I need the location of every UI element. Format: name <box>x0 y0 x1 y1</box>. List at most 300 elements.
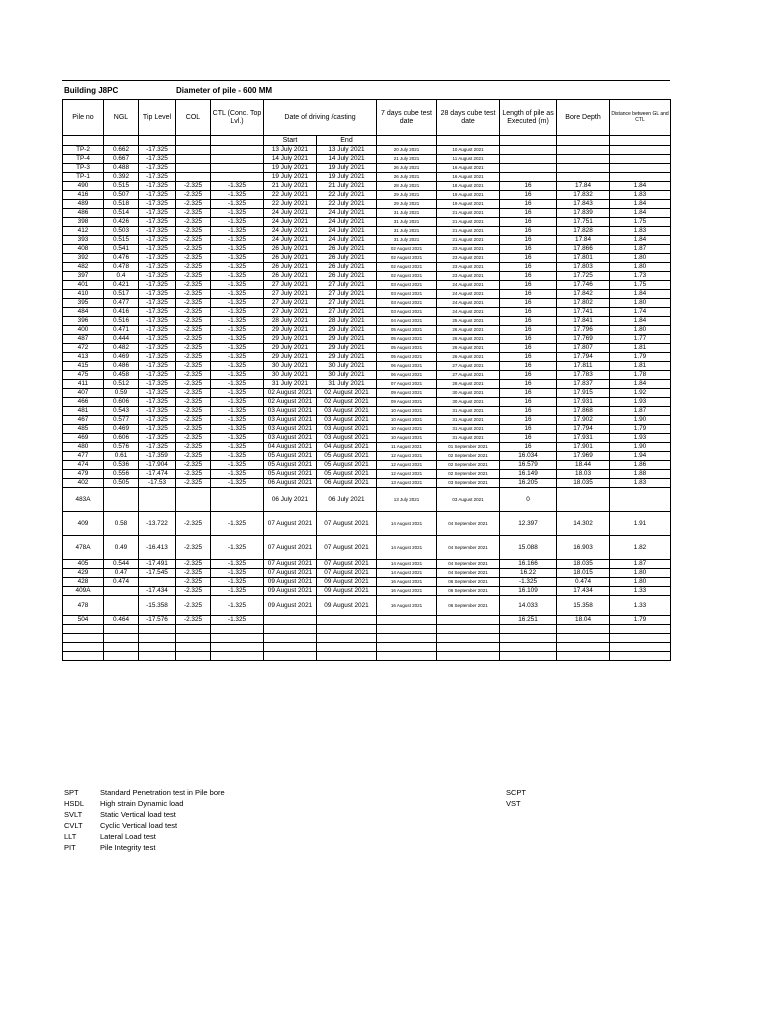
cell-col <box>176 488 211 512</box>
cell-ngl: 0.476 <box>104 254 139 263</box>
cell-start-date: 04 August 2021 <box>264 443 317 452</box>
cell-tip-level: -17.325 <box>139 407 176 416</box>
header-pile-no: Pile no <box>63 100 104 136</box>
cell-bore-depth <box>557 164 610 173</box>
cell-cube28-date: 26 August 2021 <box>437 335 500 344</box>
cell-tip-level <box>139 625 176 634</box>
cell-distance: 1.88 <box>610 470 671 479</box>
cell-cube7-date: 02 August 2021 <box>377 272 437 281</box>
cell-col: -2.325 <box>176 344 211 353</box>
cell-ngl <box>104 596 139 616</box>
cell-cube7-date: 21 July 2021 <box>377 155 437 164</box>
table-row <box>63 344 671 353</box>
cell-ngl: 0.507 <box>104 191 139 200</box>
cell-start-date: 05 August 2021 <box>264 461 317 470</box>
cell-bore-depth: 17.741 <box>557 308 610 317</box>
cell-ctl: -1.325 <box>211 512 264 536</box>
cell-cube28-date: 21 August 2021 <box>437 218 500 227</box>
cell-start-date: 27 July 2021 <box>264 290 317 299</box>
cell-start-date: 26 July 2021 <box>264 245 317 254</box>
cell-cube28-date: 24 August 2021 <box>437 308 500 317</box>
cell-distance: 1.80 <box>610 299 671 308</box>
header-col: COL <box>176 100 211 136</box>
cell-ngl <box>104 587 139 596</box>
cell-cube7-date: 16 August 2021 <box>377 578 437 587</box>
cell-tip-level: -17.325 <box>139 308 176 317</box>
cell-start-date: 26 July 2021 <box>264 254 317 263</box>
cell-cube28-date: 10 August 2021 <box>437 146 500 155</box>
legend-right-item: VST <box>506 799 521 808</box>
cell-tip-level: -17.325 <box>139 155 176 164</box>
cell-tip-level: -17.904 <box>139 461 176 470</box>
cell-bore-depth: 17.794 <box>557 425 610 434</box>
cell-bore-depth: 17.84 <box>557 236 610 245</box>
cell-col: -2.325 <box>176 380 211 389</box>
cell-pile-no: TP-3 <box>63 164 104 173</box>
cell-start-date: 24 July 2021 <box>264 236 317 245</box>
cell-length: 16 <box>500 236 557 245</box>
cell-col: -2.325 <box>176 389 211 398</box>
cell-ngl: 0.464 <box>104 616 139 625</box>
cell-start-date: 24 July 2021 <box>264 227 317 236</box>
cell-col: -2.325 <box>176 443 211 452</box>
cell-length: 16.205 <box>500 479 557 488</box>
cell-bore-depth: 17.807 <box>557 344 610 353</box>
cell-col: -2.325 <box>176 317 211 326</box>
cell-ctl: -1.325 <box>211 254 264 263</box>
cell-ngl: 0.517 <box>104 290 139 299</box>
table-row <box>63 569 671 578</box>
cell-col: -2.325 <box>176 299 211 308</box>
cell-end-date: 09 August 2021 <box>317 596 377 616</box>
cell-bore-depth: 17.931 <box>557 434 610 443</box>
cell-length: -1.325 <box>500 578 557 587</box>
cell-tip-level: -17.491 <box>139 560 176 569</box>
legend-item <box>64 809 225 820</box>
cell-pile-no: 409A <box>63 587 104 596</box>
pile-table <box>62 99 671 661</box>
table-row <box>63 389 671 398</box>
cell-length: 16.22 <box>500 569 557 578</box>
legend-abbr: PIT <box>64 843 76 852</box>
cell-tip-level: -17.325 <box>139 344 176 353</box>
table-row <box>63 616 671 625</box>
cell-distance <box>610 652 671 661</box>
legend-text: Standard Penetration test in Pile bore <box>100 788 225 797</box>
cell-cube7-date: 09 August 2021 <box>377 398 437 407</box>
table-row <box>63 512 671 536</box>
cell-tip-level <box>139 578 176 587</box>
cell-cube28-date: 31 August 2021 <box>437 434 500 443</box>
cell-tip-level: -17.359 <box>139 452 176 461</box>
cell-pile-no: 480 <box>63 443 104 452</box>
cell-cube7-date: 12 August 2021 <box>377 452 437 461</box>
cell-length: 16 <box>500 434 557 443</box>
cell-col: -2.325 <box>176 470 211 479</box>
cell-bore-depth <box>557 634 610 643</box>
cell-cube28-date: 31 August 2021 <box>437 416 500 425</box>
cell-tip-level: -17.325 <box>139 335 176 344</box>
cell-bore-depth: 17.801 <box>557 254 610 263</box>
cell-end-date <box>317 616 377 625</box>
cell-start-date: 07 August 2021 <box>264 536 317 560</box>
cell-tip-level: -17.325 <box>139 146 176 155</box>
cell-cube7-date: 04 August 2021 <box>377 317 437 326</box>
cell-bore-depth: 17.901 <box>557 443 610 452</box>
cell-start-date: 06 July 2021 <box>264 488 317 512</box>
cell-ngl <box>104 643 139 652</box>
cell-end-date <box>317 643 377 652</box>
cell-bore-depth: 17.915 <box>557 389 610 398</box>
cell-pile-no <box>63 625 104 634</box>
cell-length: 16 <box>500 209 557 218</box>
cell-tip-level: -17.325 <box>139 353 176 362</box>
cell-pile-no: 393 <box>63 236 104 245</box>
cell-pile-no: 487 <box>63 335 104 344</box>
cell-length: 16 <box>500 407 557 416</box>
cell-distance: 1.93 <box>610 398 671 407</box>
table-row <box>63 643 671 652</box>
table-row <box>63 560 671 569</box>
cell-col: -2.325 <box>176 479 211 488</box>
cell-end-date: 21 July 2021 <box>317 182 377 191</box>
cell-bore-depth: 17.434 <box>557 587 610 596</box>
cell-length <box>500 164 557 173</box>
cell-col: -2.325 <box>176 461 211 470</box>
cell-start-date: 09 August 2021 <box>264 578 317 587</box>
cell-cube28-date: 21 August 2021 <box>437 227 500 236</box>
cell-tip-level: -17.325 <box>139 443 176 452</box>
cell-col: -2.325 <box>176 398 211 407</box>
cell-col: -2.325 <box>176 536 211 560</box>
cell-cube7-date: 07 August 2021 <box>377 380 437 389</box>
cell-col <box>176 643 211 652</box>
table-row <box>63 227 671 236</box>
cell-end-date: 30 July 2021 <box>317 371 377 380</box>
cell-ctl: -1.325 <box>211 326 264 335</box>
table-row <box>63 191 671 200</box>
cell-pile-no: 428 <box>63 578 104 587</box>
legend-item <box>64 820 225 831</box>
cell-ngl: 0.477 <box>104 299 139 308</box>
header-tip-level: Tip Level <box>139 100 176 136</box>
cell-col: -2.325 <box>176 227 211 236</box>
cell-tip-level: -17.325 <box>139 416 176 425</box>
cell-length: 15.088 <box>500 536 557 560</box>
cell-cube7-date: 12 August 2021 <box>377 461 437 470</box>
cell-ctl: -1.325 <box>211 281 264 290</box>
cell-length: 16.251 <box>500 616 557 625</box>
cell-distance: 1.80 <box>610 569 671 578</box>
cell-bore-depth <box>557 488 610 512</box>
table-row <box>63 578 671 587</box>
cell-pile-no <box>63 634 104 643</box>
table-row <box>63 164 671 173</box>
cell-pile-no: 485 <box>63 425 104 434</box>
cell-start-date <box>264 625 317 634</box>
cell-cube7-date: 03 August 2021 <box>377 308 437 317</box>
table-row <box>63 416 671 425</box>
cell-start-date: 24 July 2021 <box>264 209 317 218</box>
cell-cube28-date: 24 August 2021 <box>437 281 500 290</box>
cell-cube7-date: 10 August 2021 <box>377 425 437 434</box>
cell-ctl: -1.325 <box>211 317 264 326</box>
cell-distance: 1.94 <box>610 452 671 461</box>
cell-cube28-date: 23 August 2021 <box>437 254 500 263</box>
cell-ngl: 0.59 <box>104 389 139 398</box>
cell-length: 12.397 <box>500 512 557 536</box>
cell-end-date: 19 July 2021 <box>317 173 377 182</box>
cell-ctl: -1.325 <box>211 461 264 470</box>
cell-bore-depth: 17.803 <box>557 263 610 272</box>
table-row <box>63 652 671 661</box>
cell-ctl: -1.325 <box>211 236 264 245</box>
cell-tip-level: -17.325 <box>139 389 176 398</box>
cell-ctl <box>211 173 264 182</box>
cell-col: -2.325 <box>176 587 211 596</box>
cell-pile-no: 410 <box>63 290 104 299</box>
cell-start-date: 28 July 2021 <box>264 317 317 326</box>
legend-text: Lateral Load test <box>100 832 156 841</box>
cell-col: -2.325 <box>176 425 211 434</box>
cell-end-date: 26 July 2021 <box>317 263 377 272</box>
cell-pile-no: 481 <box>63 407 104 416</box>
cell-tip-level: -17.325 <box>139 164 176 173</box>
cell-col: -2.325 <box>176 272 211 281</box>
cell-start-date <box>264 634 317 643</box>
cell-col: -2.325 <box>176 191 211 200</box>
cell-ngl: 0.486 <box>104 362 139 371</box>
cell-ctl: -1.325 <box>211 470 264 479</box>
cell-end-date: 07 August 2021 <box>317 536 377 560</box>
cell-col: -2.325 <box>176 452 211 461</box>
cell-cube7-date: 05 August 2021 <box>377 344 437 353</box>
cell-start-date: 02 August 2021 <box>264 398 317 407</box>
cell-ctl: -1.325 <box>211 398 264 407</box>
cell-length: 16 <box>500 281 557 290</box>
cell-ngl: 0.503 <box>104 227 139 236</box>
cell-length: 16 <box>500 272 557 281</box>
cell-tip-level: -17.576 <box>139 616 176 625</box>
cell-bore-depth: 18.035 <box>557 479 610 488</box>
cell-cube7-date <box>377 652 437 661</box>
cell-cube7-date <box>377 625 437 634</box>
cell-tip-level: -17.325 <box>139 209 176 218</box>
cell-cube28-date: 21 August 2021 <box>437 209 500 218</box>
table-row <box>63 254 671 263</box>
cell-start-date: 09 August 2021 <box>264 587 317 596</box>
cell-end-date: 06 July 2021 <box>317 488 377 512</box>
cell-end-date: 13 July 2021 <box>317 146 377 155</box>
cell-cube7-date: 16 August 2021 <box>377 596 437 616</box>
cell-length: 16.109 <box>500 587 557 596</box>
cell-bore-depth: 18.035 <box>557 560 610 569</box>
cell-ngl: 0.514 <box>104 209 139 218</box>
cell-bore-depth: 18.03 <box>557 470 610 479</box>
cell-tip-level: -17.325 <box>139 200 176 209</box>
cell-cube7-date: 10 August 2021 <box>377 416 437 425</box>
cell-pile-no: 398 <box>63 218 104 227</box>
cell-length: 16 <box>500 299 557 308</box>
cell-ctl: -1.325 <box>211 191 264 200</box>
cell-ctl <box>211 164 264 173</box>
table-row <box>63 182 671 191</box>
cell-start-date: 03 August 2021 <box>264 425 317 434</box>
cell-col <box>176 155 211 164</box>
cell-cube7-date: 14 August 2021 <box>377 569 437 578</box>
cell-pile-no: 407 <box>63 389 104 398</box>
cell-end-date: 29 July 2021 <box>317 335 377 344</box>
cell-end-date: 07 August 2021 <box>317 512 377 536</box>
cell-end-date: 07 August 2021 <box>317 560 377 569</box>
table-row <box>63 155 671 164</box>
cell-distance: 1.93 <box>610 434 671 443</box>
cell-tip-level: -17.325 <box>139 173 176 182</box>
cell-ngl: 0.49 <box>104 536 139 560</box>
cell-cube28-date: 21 August 2021 <box>437 236 500 245</box>
cell-tip-level: -13.722 <box>139 512 176 536</box>
cell-ctl <box>211 652 264 661</box>
cell-start-date: 26 July 2021 <box>264 263 317 272</box>
cell-distance: 1.84 <box>610 380 671 389</box>
cell-cube7-date: 26 July 2021 <box>377 164 437 173</box>
cell-distance: 1.83 <box>610 191 671 200</box>
cell-cube7-date <box>377 643 437 652</box>
cell-col: -2.325 <box>176 236 211 245</box>
cell-cube28-date: 04 September 2021 <box>437 560 500 569</box>
cell-ctl: -1.325 <box>211 227 264 236</box>
cell-ngl: 0.515 <box>104 236 139 245</box>
cell-col <box>176 146 211 155</box>
cell-ctl: -1.325 <box>211 416 264 425</box>
cell-length <box>500 146 557 155</box>
cell-bore-depth: 17.931 <box>557 398 610 407</box>
cell-cube28-date: 16 August 2021 <box>437 173 500 182</box>
cell-ctl: -1.325 <box>211 434 264 443</box>
cell-length: 16 <box>500 182 557 191</box>
cell-start-date: 27 July 2021 <box>264 281 317 290</box>
cell-tip-level: -17.53 <box>139 479 176 488</box>
cell-start-date: 09 August 2021 <box>264 596 317 616</box>
cell-ngl: 0.58 <box>104 512 139 536</box>
legend-item <box>64 787 225 798</box>
table-row <box>63 308 671 317</box>
header-distance: Distance between GL and CTL <box>610 100 671 136</box>
cell-cube28-date: 06 September 2021 <box>437 578 500 587</box>
cell-ngl: 0.4 <box>104 272 139 281</box>
cell-tip-level <box>139 634 176 643</box>
cell-distance: 1.84 <box>610 182 671 191</box>
cell-pile-no: 409 <box>63 512 104 536</box>
legend-right-item: SCPT <box>506 788 527 797</box>
cell-bore-depth: 18.44 <box>557 461 610 470</box>
cell-pile-no: 467 <box>63 416 104 425</box>
cell-bore-depth: 17.783 <box>557 371 610 380</box>
cell-end-date: 05 August 2021 <box>317 452 377 461</box>
cell-ctl: -1.325 <box>211 407 264 416</box>
cell-ctl: -1.325 <box>211 209 264 218</box>
header-7day-cube: 7 days cube test date <box>377 100 437 136</box>
cell-end-date: 03 August 2021 <box>317 434 377 443</box>
table-row <box>63 290 671 299</box>
cell-tip-level: -17.325 <box>139 371 176 380</box>
table-row <box>63 461 671 470</box>
cell-end-date: 24 July 2021 <box>317 209 377 218</box>
cell-cube7-date: 12 August 2021 <box>377 470 437 479</box>
cell-ctl: -1.325 <box>211 596 264 616</box>
cell-tip-level: -17.325 <box>139 362 176 371</box>
cell-bore-depth: 17.725 <box>557 272 610 281</box>
cell-ctl: -1.325 <box>211 299 264 308</box>
cell-tip-level: -17.325 <box>139 227 176 236</box>
cell-cube7-date: 13 August 2021 <box>377 479 437 488</box>
cell-start-date: 06 August 2021 <box>264 479 317 488</box>
cell-ngl: 0.392 <box>104 173 139 182</box>
cell-distance: 1.84 <box>610 209 671 218</box>
cell-cube7-date <box>377 616 437 625</box>
cell-length: 16 <box>500 317 557 326</box>
cell-cube28-date <box>437 652 500 661</box>
table-row <box>63 479 671 488</box>
cell-col: -2.325 <box>176 353 211 362</box>
cell-ctl: -1.325 <box>211 200 264 209</box>
cell-ngl: 0.606 <box>104 434 139 443</box>
cell-end-date: 09 August 2021 <box>317 578 377 587</box>
cell-tip-level: -15.358 <box>139 596 176 616</box>
cell-cube7-date: 31 July 2021 <box>377 227 437 236</box>
cell-length <box>500 155 557 164</box>
cell-length: 16 <box>500 191 557 200</box>
cell-col: -2.325 <box>176 326 211 335</box>
cell-cube28-date: 19 August 2021 <box>437 191 500 200</box>
cell-ctl: -1.325 <box>211 272 264 281</box>
legend-item <box>64 798 225 809</box>
cell-col: -2.325 <box>176 200 211 209</box>
table-row <box>63 353 671 362</box>
table-row <box>63 200 671 209</box>
cell-distance: 1.81 <box>610 344 671 353</box>
cell-cube28-date: 30 August 2021 <box>437 398 500 407</box>
cell-distance: 1.84 <box>610 317 671 326</box>
table-row <box>63 625 671 634</box>
cell-ngl: 0.577 <box>104 416 139 425</box>
legend-item <box>64 831 225 842</box>
cell-end-date: 03 August 2021 <box>317 425 377 434</box>
cell-distance: 1.84 <box>610 200 671 209</box>
cell-end-date: 26 July 2021 <box>317 254 377 263</box>
cell-cube7-date: 14 August 2021 <box>377 512 437 536</box>
cell-bore-depth: 15.358 <box>557 596 610 616</box>
cell-start-date: 29 July 2021 <box>264 353 317 362</box>
cell-distance: 1.81 <box>610 362 671 371</box>
cell-tip-level: -17.325 <box>139 236 176 245</box>
cell-ctl: -1.325 <box>211 344 264 353</box>
cell-length: 16.579 <box>500 461 557 470</box>
cell-start-date: 24 July 2021 <box>264 218 317 227</box>
cell-pile-no: 395 <box>63 299 104 308</box>
header-bore-depth: Bore Depth <box>557 100 610 136</box>
cell-length: 16 <box>500 443 557 452</box>
cell-cube28-date: 06 September 2021 <box>437 596 500 616</box>
cell-distance: 1.91 <box>610 512 671 536</box>
cell-length <box>500 643 557 652</box>
cell-ngl <box>104 488 139 512</box>
table-row <box>63 452 671 461</box>
cell-ctl: -1.325 <box>211 536 264 560</box>
cell-cube7-date: 31 July 2021 <box>377 218 437 227</box>
cell-length: 16 <box>500 308 557 317</box>
cell-start-date: 27 July 2021 <box>264 308 317 317</box>
